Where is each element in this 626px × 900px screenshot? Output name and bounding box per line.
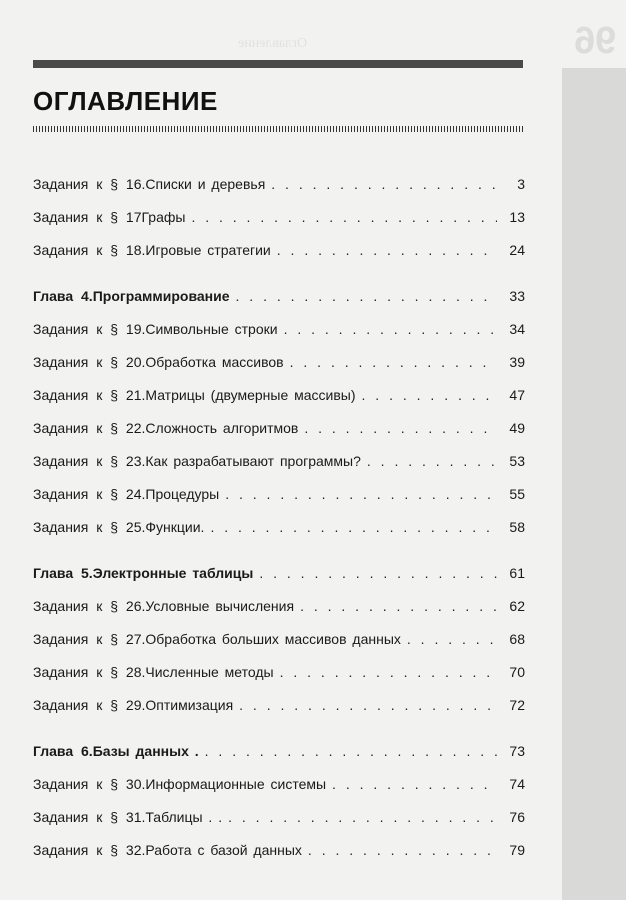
chapter-page: 61 [509,565,525,581]
entry-number: Задания к § 31. [33,809,146,825]
entry-page: 34 [509,321,525,337]
toc-entry[interactable] [33,801,525,834]
dot-leader [205,735,497,768]
entry-page: 39 [509,354,525,370]
entry-number: Задания к § 30. [33,776,146,792]
chapter-page: 33 [509,288,525,304]
toc-entry[interactable] [33,346,525,379]
toc-entry[interactable] [33,412,525,445]
entry-page: 70 [509,664,525,680]
dot-leader [308,834,497,867]
entry-page: 79 [509,842,525,858]
entry-page: 47 [509,387,525,403]
toc-entry[interactable] [33,768,525,801]
entry-title: Оптимизация [145,697,234,713]
entry-page: 13 [509,209,525,225]
dot-leader [210,511,497,544]
entry-number: Задания к § 27. [33,631,146,647]
entry-page: 68 [509,631,525,647]
dot-leader [236,280,497,313]
entry-number: Задания к § 16. [33,176,146,192]
dot-leader [277,234,497,267]
table-of-contents [33,168,525,867]
entry-title: Процедуры [145,486,220,502]
dot-leader [332,768,497,801]
toc-entry[interactable] [33,234,525,267]
dot-leader [225,478,497,511]
dot-leader [284,313,497,346]
entry-page: 53 [509,453,525,469]
dot-leader [304,412,497,445]
entry-number: Задания к § 20. [33,354,146,370]
entry-number: Задания к § 24. [33,486,146,502]
toc-entry[interactable] [33,379,525,412]
entry-title: Игровые стратегии [145,242,271,258]
dot-leader [259,557,497,590]
entry-page: 49 [509,420,525,436]
entry-number: Задания к § 19. [33,321,146,337]
toc-entry[interactable] [33,168,525,201]
toc-chapter[interactable] [33,557,525,590]
entry-page: 74 [509,776,525,792]
toc-entry[interactable] [33,656,525,689]
toc-entry[interactable] [33,834,525,867]
hatched-divider [33,126,523,132]
toc-entry[interactable] [33,445,525,478]
entry-number: Задания к § 25. [33,519,146,535]
entry-number: Задания к § 17 [33,209,142,225]
facing-page-edge [562,68,626,900]
entry-number: Задания к § 21. [33,387,146,403]
entry-page: 62 [509,598,525,614]
entry-title: Матрицы (двумерные массивы) [145,387,356,403]
entry-title: Функции. [145,519,205,535]
toc-entry[interactable] [33,590,525,623]
entry-title: Обработка массивов [145,354,284,370]
entry-title: Сложность алгоритмов [145,420,299,436]
entry-title: Численные методы [145,664,274,680]
toc-entry[interactable] [33,313,525,346]
dot-leader [239,689,497,722]
header-rule [33,60,523,68]
dot-leader [300,590,497,623]
toc-entry[interactable] [33,689,525,722]
entry-title: Списки и деревья [145,176,266,192]
entry-page: 76 [509,809,525,825]
entry-page: 3 [517,176,525,192]
dot-leader [271,168,497,201]
chapter-number: Глава 5. [33,565,93,581]
entry-title: Условные вычисления [145,598,295,614]
entry-title: Как разрабатывают программы? [145,453,361,469]
entry-number: Задания к § 28. [33,664,146,680]
entry-page: 72 [509,697,525,713]
dot-leader [290,346,497,379]
chapter-title: Электронные таблицы [92,565,254,581]
dot-leader [367,445,497,478]
bleed-through-header: Оглавление [238,36,308,51]
entry-title: Обработка больших массивов данных [145,631,401,647]
page-title: ОГЛАВЛЕНИЕ [33,86,218,116]
entry-title: Символьные строки [145,321,278,337]
entry-number: Задания к § 22. [33,420,146,436]
chapter-number: Глава 6. [33,743,93,759]
toc-entry[interactable] [33,511,525,544]
entry-page: 58 [509,519,525,535]
bleed-through-page-number: 96 [573,20,616,62]
entry-number: Задания к § 18. [33,242,146,258]
entry-number: Задания к § 32. [33,842,146,858]
dot-leader [407,623,497,656]
entry-title: Графы [141,209,186,225]
entry-number: Задания к § 26. [33,598,146,614]
toc-entry[interactable] [33,478,525,511]
toc-chapter[interactable] [33,735,525,768]
toc-chapter[interactable] [33,280,525,313]
entry-title: Информационные системы [145,776,327,792]
entry-number: Задания к § 29. [33,697,146,713]
chapter-page: 73 [509,743,525,759]
chapter-title: Программирование [92,288,230,304]
toc-entry[interactable] [33,623,525,656]
chapter-number: Глава 4. [33,288,93,304]
dot-leader [228,801,497,834]
entry-title: Таблицы . . [145,809,223,825]
dot-leader [191,201,497,234]
dot-leader [362,379,497,412]
toc-entry[interactable] [33,201,525,234]
chapter-title: Базы данных . [92,743,199,759]
entry-page: 24 [509,242,525,258]
dot-leader [280,656,497,689]
entry-title: Работа с базой данных [145,842,302,858]
entry-number: Задания к § 23. [33,453,146,469]
entry-page: 55 [509,486,525,502]
